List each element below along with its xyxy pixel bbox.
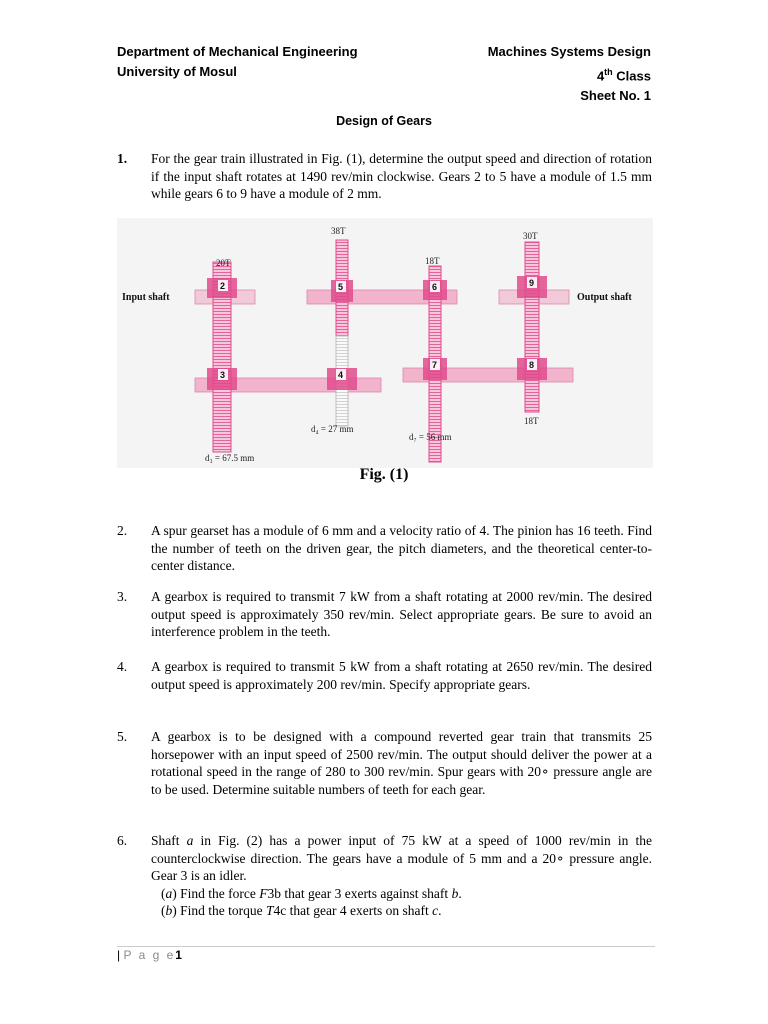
part-a: (a) Find the force F3b that gear 3 exerts against shaft b. xyxy=(161,885,462,901)
course-name: Machines Systems Design xyxy=(487,44,651,59)
footer-rule xyxy=(117,946,655,947)
question-4 xyxy=(117,658,652,693)
gear-number-6: 6 xyxy=(432,282,438,292)
department-name: Department of Mechanical Engineering xyxy=(117,44,358,59)
question-text: Shaft a in Fig. (2) has a power input of 75 kW at a speed of 1000 rev/min in the counterclockwise direction. The gears have a module of 5 mm and a 20∘ pressure angle. Gear 3 is an idler. xyxy=(151,833,653,883)
label-18t-b: 18T xyxy=(524,416,539,426)
gear-train-figure xyxy=(117,218,653,468)
page-title: Design of Gears xyxy=(336,114,432,128)
figure-background xyxy=(117,218,653,468)
question-number: 4. xyxy=(117,659,128,674)
question-number: 5. xyxy=(117,729,128,744)
page-footer xyxy=(117,948,182,962)
label-30t: 30T xyxy=(523,231,538,241)
header-left xyxy=(117,42,358,82)
label-input-shaft: Input shaft xyxy=(122,292,170,303)
page-number: 1 xyxy=(175,948,182,962)
question-number: 1. xyxy=(117,151,128,166)
question-text: A gearbox is required to transmit 7 kW from a shaft rotating at 2000 rev/min. The desired output speed is approximately 350 rev/min. Select appropriate gears. Be sure to avoid an interference problem in the teeth. xyxy=(151,589,652,639)
question-text: A spur gearset has a module of 6 mm and a velocity ratio of 4. The pinion has 16 teeth. Find the number of teeth on the driven gear, the pitch diameters, and the theoretical center-to-center distance. xyxy=(151,523,652,573)
header-right xyxy=(488,42,651,106)
gear-number-4: 4 xyxy=(338,370,344,380)
gear-number-2: 2 xyxy=(220,281,226,291)
question-number: 2. xyxy=(117,523,128,538)
question-3 xyxy=(117,588,652,641)
class-level: 4th Class xyxy=(596,67,651,84)
figure-caption: Fig. (1) xyxy=(359,466,409,483)
gear-number-3: 3 xyxy=(220,370,226,380)
question-5 xyxy=(117,728,652,798)
question-6 xyxy=(117,832,652,920)
question-text: A gearbox is required to transmit 5 kW from a shaft rotating at 2650 rev/min. The desired output speed is approximately 200 rev/min. Specify appropriate gears. xyxy=(151,659,652,692)
label-20t: 20T xyxy=(216,258,231,268)
question-number: 3. xyxy=(117,589,128,604)
gear-number-5: 5 xyxy=(338,282,344,292)
label-18t-a: 18T xyxy=(425,256,440,266)
label-d3: d₃ = 67.5 mm xyxy=(205,453,255,463)
question-6-parts xyxy=(151,885,652,920)
question-number: 6. xyxy=(117,833,128,848)
part-b: (b) Find the torque T4c that gear 4 exerts on shaft c. xyxy=(161,903,442,918)
sheet-number: Sheet No. 1 xyxy=(580,88,651,104)
gear-number-9: 9 xyxy=(529,278,535,288)
question-text: A gearbox is to be designed with a compound reverted gear train that transmits 25 horsepower with an input speed of 2500 rev/min. The output should deliver the power at a rotational speed in the range of 280 to 300 rev/min. Spur gears with 20∘ pressure angle are to be used. Determine suitable numbers of teeth for each gear. xyxy=(151,729,652,797)
label-output-shaft: Output shaft xyxy=(577,292,632,303)
university-name: University of Mosul xyxy=(117,64,237,79)
question-text: For the gear train illustrated in Fig. (1), determine the output speed and direction of rotation if the input shaft rotates at 1490 rev/min clockwise. Gears 2 to 5 have a module of 1.5 mm while gears 6 to 9 have a module of 2 mm. xyxy=(151,151,652,201)
gear-9-8-body xyxy=(525,242,539,412)
gear-number-8: 8 xyxy=(529,360,535,370)
gear-number-7: 7 xyxy=(432,360,438,370)
question-1 xyxy=(117,150,652,203)
question-2 xyxy=(117,522,652,575)
label-d4: d₄ = 27 mm xyxy=(311,424,354,434)
label-d7: d₇ = 56 mm xyxy=(409,432,452,442)
footer-bar: | xyxy=(117,948,124,962)
footer-page-word: P a g e xyxy=(123,948,176,962)
label-38t: 38T xyxy=(331,226,346,236)
